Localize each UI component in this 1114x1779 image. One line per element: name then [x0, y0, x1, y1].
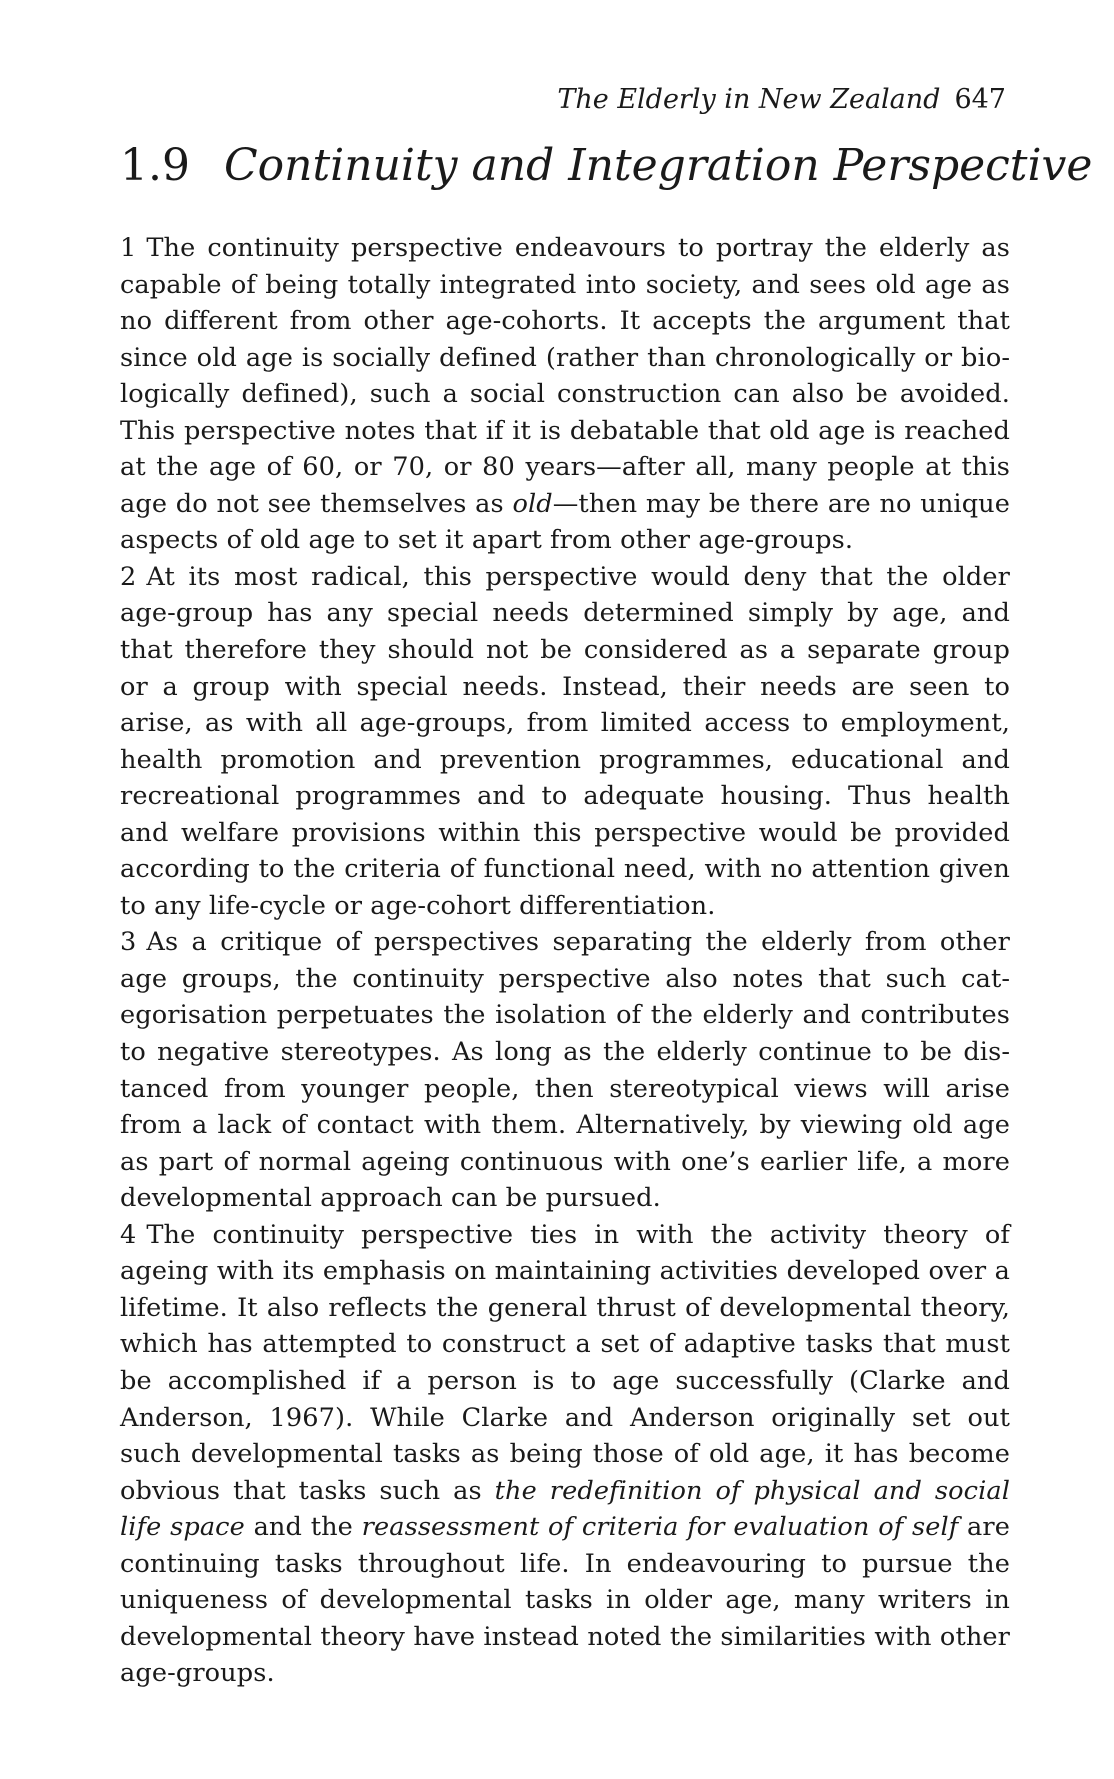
paragraph-text: At its most radical, this perspective would deny that the older age-group has any special needs determined simply by age, and that therefore they should not be considered as a separate group or a group with special needs. Instead, their needs are seen to arise, as with all age-groups, from limited access to employment, health promotion and prevention programmes, educational and recreational programmes and to adequate housing. Thus health and welfare provisions within this perspective would be provided according to the criteria of functional need, with no attention given to any life-cycle or age-cohort differentiation. — [120, 561, 1010, 921]
paragraph-text: As a critique of perspectives separating the elderly from other age groups, the continuity perspective also notes that such categorisation perpetuates the isolation of the elderly and contributes to negative stereotypes. As long as the elderly continue to be distanced from younger people, then stereotypical views will arise from a lack of contact with them. Alternatively, by viewing old age as part of normal ageing continuous with one’s earlier life, a more developmental approach can be pursued. — [120, 927, 1010, 1214]
paragraph-number: 3 — [120, 927, 137, 958]
paragraph-text: and the — [244, 1512, 362, 1543]
paragraph-number: 2 — [120, 561, 137, 592]
page-number: 647 — [954, 84, 1006, 115]
emphasis-text: the redefinition of physical and social life space — [120, 1475, 1010, 1543]
section-title: Continuity and Integration Perspective — [223, 140, 1093, 191]
emphasis-text: reassessment of criteria for evaluation of self — [361, 1512, 959, 1543]
paragraph-number: 1 — [120, 233, 137, 263]
paragraph-number: 4 — [120, 1219, 137, 1250]
section-number: 1.9 — [120, 140, 190, 191]
paragraph-4 — [120, 1217, 1010, 1692]
paragraph-1 — [120, 230, 1010, 559]
paragraph-text: are continuing tasks throughout life. In endeavouring to pursue the uniqueness of developmental tasks in older age, many writers in developmental theory have instead noted the similarities with other age-groups. — [120, 1512, 1010, 1689]
paragraph-text: —then may be there are no unique aspects of old age to set it apart from other age-groups. — [120, 488, 1011, 556]
body-text — [120, 230, 1010, 1692]
paragraph-text: The continuity perspective endeavours to portray the elderly as capable of being totally integrated into society, and sees old age as no different from other age-cohorts. It accepts the argument that since old age is socially defined (rather than chronologically or biologically defined), such a social construction can also be avoided. This perspective notes that if it is debatable that old age is reached at the age of 60, or 70, or 80 years—after all, many people at this age do not see themselves as — [120, 233, 1010, 519]
section-heading — [120, 140, 1092, 191]
emphasis-text: old — [512, 488, 553, 519]
paragraph-3 — [120, 924, 1010, 1216]
paragraph-2 — [120, 559, 1010, 924]
paragraph-text: The continuity perspective ties in with the activity theory of ageing with its emphasis on maintaining activities developed over a lifetime. It also reflects the general thrust of developmental theory, which has attempted to construct a set of adaptive tasks that must be accomplished if a person is to age successfully (Clarke and Anderson, 1967). While Clarke and Anderson originally set out such developmental tasks as being those of old age, it has become obvious that tasks such as — [120, 1219, 1010, 1506]
running-title: The Elderly in New Zealand — [557, 84, 941, 115]
running-head — [557, 84, 1006, 115]
